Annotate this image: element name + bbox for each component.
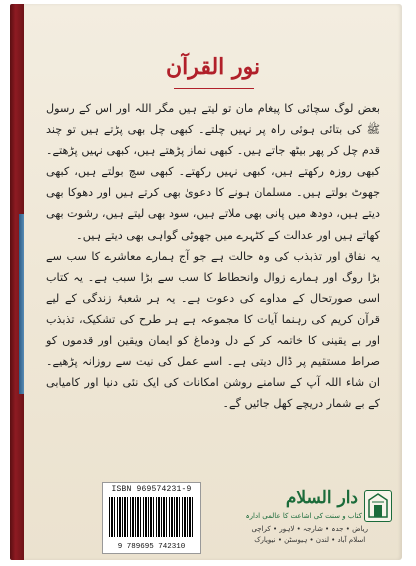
barcode-bars — [109, 497, 194, 537]
publisher-cities — [251, 524, 368, 546]
title-underline — [174, 88, 254, 89]
blurb-paragraph: یہ نفاق اور تذبذب کی وہ حالت ہے جو آج ہمارے معاشرے کا سب سے بڑا روگ اور ہمارے زوال وانحطاط کا سب سے بڑا سبب ہے۔ یہ کتاب اسی صورتحال کے مداوے کی دعوت ہے۔ یہ ہر شعبۂ زندگی کے لیے قرآن کریم کی رہنما آیات کا مجموعہ ہے ہر طرح کی تشکیک، تذبذب اور بے یقینی کا خاتمہ کر کے دل ودماغ کو ایمان ویقین اور قدموں کو صراط مستقیم پر ڈال دیتی ہے۔ اسے عمل کی نیت سے روزانہ پڑھیے۔ ان شاء اللہ آپ کے سامنے روشن امکانات کی ایک نئی دنیا اور کامیابی کے بے شمار دریچے کھل جائیں گے۔ — [46, 249, 380, 411]
book-title: نور القرآن — [165, 54, 261, 80]
cover-panel — [24, 4, 402, 560]
barcode-number: 9 789695 742310 — [117, 543, 186, 551]
publisher-logo-icon — [364, 490, 392, 522]
cities-line: اسلام آباد • لندن • ہیوسٹن • نیویارک — [254, 536, 366, 544]
blurb-text — [46, 98, 380, 414]
publisher-name: دار السلام — [285, 488, 358, 508]
cities-line: ریاض • جدہ • شارجہ • لاہور • کراچی — [251, 525, 368, 533]
book-back-cover — [10, 4, 402, 560]
publisher-block — [236, 490, 376, 550]
isbn-label: ISBN 969574231-9 — [111, 485, 192, 494]
isbn-barcode — [102, 482, 201, 554]
blurb-paragraph: بعض لوگ سچائی کا پیغام مان تو لیتے ہیں مگر اللہ اور اس کے رسول ﷺ کی بتائی ہوئی راہ پر نہیں چلتے۔ کبھی چل بھی پڑتے ہیں تو چند قدم چل کر پھر بیٹھ جاتے ہیں۔ کبھی نماز پڑھتے ہیں، کبھی نہیں پڑھتے۔ کبھی روزہ رکھتے ہیں، کبھی نہیں رکھتے۔ کبھی سچ بولتے ہیں، کبھی جھوٹ بولتے ہیں۔ مسلمان ہونے کا دعویٰ بھی کرتے ہیں اور دھوکا بھی دیتے ہیں، دودھ میں پانی بھی ملاتے ہیں، سود بھی لیتے ہیں، رشوت بھی کھاتے ہیں اور عدالت کے کٹہرے میں جھوٹی گواہی بھی دیتے ہیں۔ — [46, 102, 380, 242]
publisher-tagline: کتاب و سنت کی اشاعت کا عالمی ادارہ — [245, 512, 362, 520]
